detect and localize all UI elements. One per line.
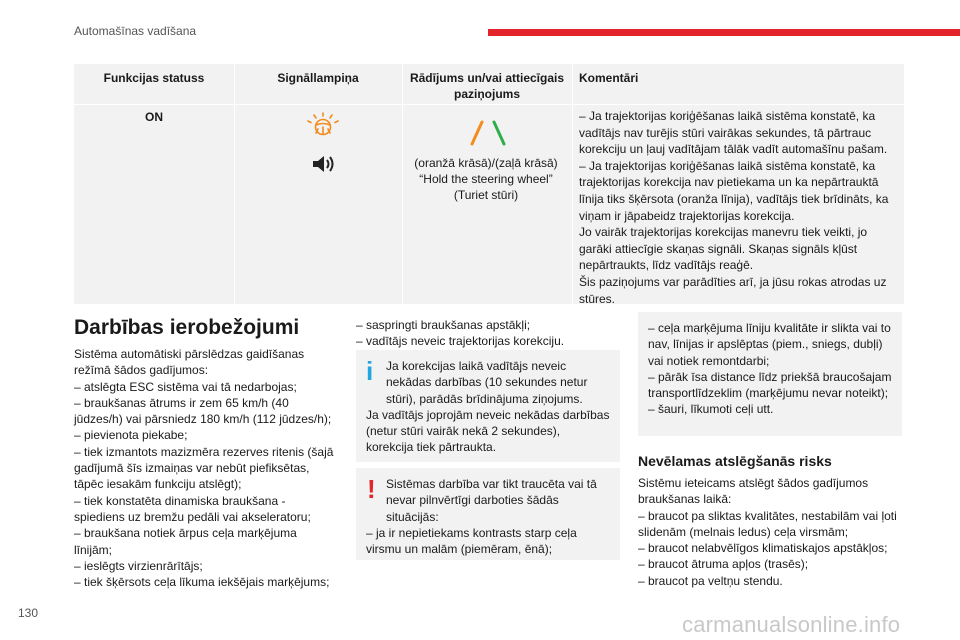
list-item: – saspringti braukšanas apstākļi; <box>356 318 531 332</box>
list-item: – tiek izmantots mazizmēra rezerves ritenis (šajā gadījumā šīs izmaiņas var nebūt piefiksētas, tāpēc iesakām funkciju atslēgt); <box>74 444 334 492</box>
page-number: 130 <box>18 606 39 620</box>
info-text: Ja korekcijas laikā vadītājs neveic nekādas darbības (10 sekundes netur stūri), parādās brīdinājuma ziņojums. <box>386 359 588 406</box>
comment-paragraph: Šis paziņojums var parādīties arī, ja jūsu rokas atrodas uz stūres. <box>579 274 887 306</box>
column-header-status: Funkcijas statuss <box>103 71 205 85</box>
list-item: – tiek šķērsots ceļa līkuma iekšējais marķējums; <box>74 575 330 590</box>
header-accent-bar <box>488 29 960 36</box>
risks-list <box>638 475 902 589</box>
warning-box <box>356 468 620 560</box>
warning-text: – ja ir nepietiekams kontrasts starp ceļa virsmu un malām (piemēram, ēnā); <box>366 525 577 557</box>
function-status-table <box>74 64 904 304</box>
list-item: – braucot nelabvēlīgos klimatiskajos apstākļos; <box>638 541 888 556</box>
list-item: – tiek konstatēta dinamiska braukšana - spiediens uz bremžu pedāli vai akseleratoru; <box>74 493 311 524</box>
limits-list-continued <box>356 317 620 350</box>
column-divider <box>572 64 573 304</box>
steering-wheel-warning-icon <box>305 111 341 141</box>
column-header-lamp: Signāllampiņa <box>277 71 359 85</box>
warning-icon: ! <box>367 474 376 504</box>
list-item: – pievienota piekabe; <box>74 428 188 443</box>
list-item: – braucot pa sliktas kvalitātes, nestabilām vai ļoti slidenām (melnais ledus) ceļa virsmām; <box>638 508 897 539</box>
list-item: – atslēgta ESC sistēma vai tā nedarbojas; <box>74 379 297 394</box>
list-item: – ieslēgts virzienrārītājs; <box>74 558 203 573</box>
comment-paragraph: – Ja trajektorijas koriģēšanas laikā sistēma konstatē, ka trajektorijas korekcija nav pietiekama un ka nepārtrauktā līnija tiks šķērsota (oranža līnija), vadītājs tiek brīdināts, ka viņam ir jāpabeidz trajektorijas korekcija. <box>579 158 889 223</box>
section-title: Automašīnas vadīšana <box>74 24 197 38</box>
speaker-icon <box>311 154 337 174</box>
display-description <box>406 155 566 203</box>
list-item: – šauri, līkumoti ceļi utt. <box>648 402 774 417</box>
list-item: – braucot pa veltņu stendu. <box>638 573 783 588</box>
list-item: – braukšanas ātrums ir zem 65 km/h (40 jūdzes/h) vai pārsniedz 180 km/h (112 jūdzes/h); <box>74 395 332 427</box>
section-heading-limits: Darbības ierobežojumi <box>74 316 300 339</box>
watermark: carmanualsonline.info <box>682 612 901 637</box>
list-item: – ceļa marķējuma līniju kvalitāte ir slikta vai to nav, līnijas ir apslēptas (piem., sniegs, dubļi) vai notiek remontdarbi; <box>648 321 891 368</box>
warning-text: Sistēmas darbība var tikt traucēta vai tā nevar pilnvērtīgi darboties šādās situācijās: <box>386 477 597 524</box>
comment-paragraph: Jo vairāk trajektorijas korekcijas manevru tiek veikti, jo garāki attiecīgie skaņas signāli. Skaņas signāls kļūst nepārtraukts, līdz vadītājs reaģē. <box>579 225 868 273</box>
info-icon: i <box>366 356 374 386</box>
display-colors: (oranžā krāsā)/(zaļā krāsā) <box>414 156 558 170</box>
column-header-display: Rādījums un/vai attiecīgais paziņojums <box>409 71 565 101</box>
column-header-comments: Komentāri <box>579 71 639 85</box>
display-translation: (Turiet stūri) <box>453 188 519 202</box>
section-heading-risks: Nevēlamas atslēgšanās risks <box>638 453 832 469</box>
comment-paragraph: – Ja trajektorijas koriģēšanas laikā sistēma konstatē, ka vadītājs nav turējis stūri vairākas sekundes, tā pārtrauc korekciju un ļauj vadītājam tālāk vadīt automašīnu pašam. <box>579 109 888 157</box>
limits-intro: Sistēma automātiski pārslēdzas gaidīšanas režīmā šādos gadījumos: <box>74 347 305 378</box>
column-divider <box>234 64 235 304</box>
limits-box-continued <box>638 312 902 436</box>
info-box <box>356 350 620 462</box>
list-item: – braukšana notiek ārpus ceļa marķējuma līnijām; <box>74 526 297 557</box>
comments-cell <box>579 108 897 307</box>
list-item: – vadītājs neveic trajektorijas korekciju. <box>356 334 565 349</box>
limits-list <box>74 346 336 590</box>
list-item: – pārāk īsa distance līdz priekšā braucošajam transportlīdzeklim (marķējumu nevar noteikt); <box>648 369 892 401</box>
info-text: Ja vadītājs joprojām neveic nekādas darbības (netur stūri vairāk nekā 2 sekundes), korekcija tiek pārtraukta. <box>366 407 610 455</box>
status-value: ON <box>145 110 163 124</box>
risks-intro: Sistēmu ieteicams atslēgt šādos gadījumos braukšanas laikā: <box>638 476 869 507</box>
lane-lines-orange-green-icon <box>458 117 514 147</box>
list-item: – braucot ātruma apļos (trasēs); <box>638 557 809 572</box>
display-message: “Hold the steering wheel” <box>419 172 553 186</box>
